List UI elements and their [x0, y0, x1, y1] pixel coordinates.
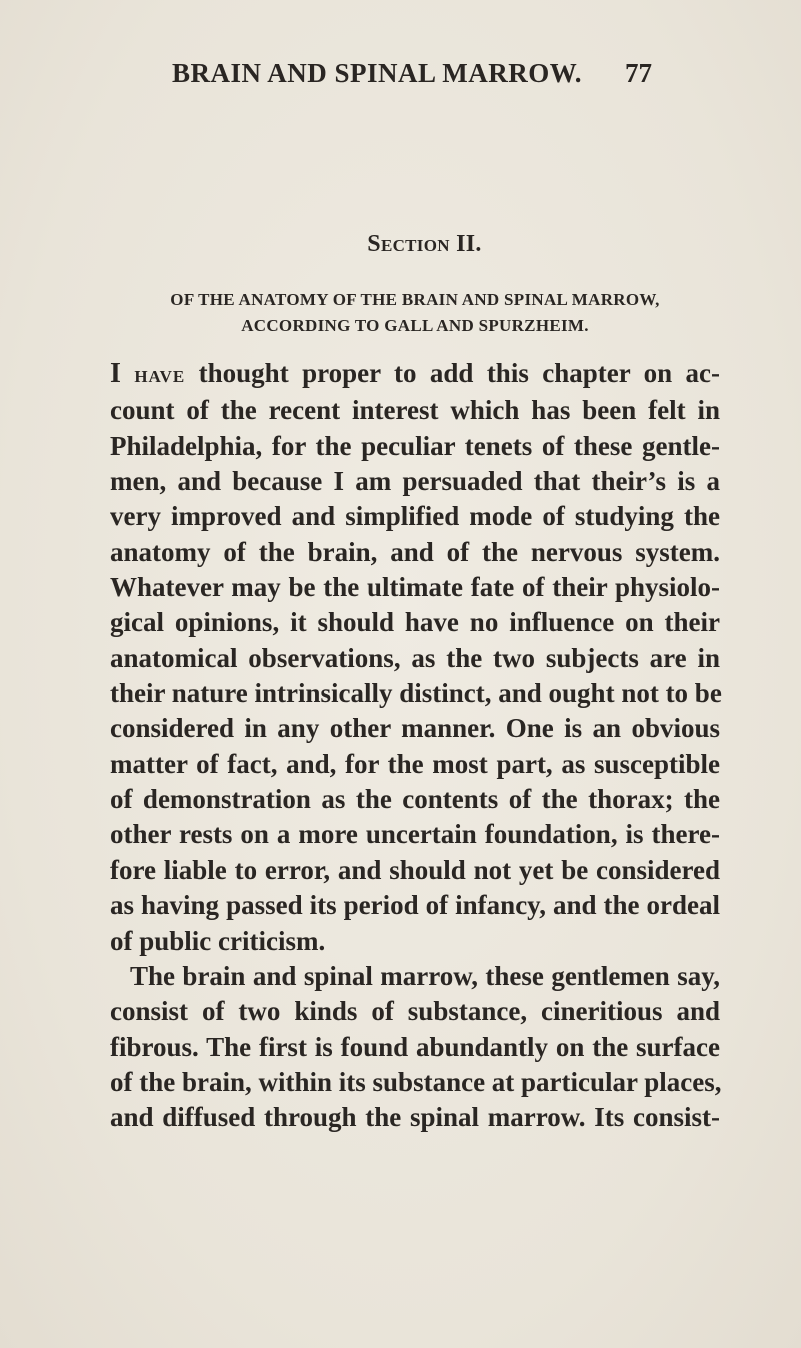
paragraph-line: Philadelphia, for the peculiar tenets of these gentle-	[110, 430, 720, 461]
running-head	[172, 58, 652, 98]
body-text	[110, 356, 720, 1136]
chapter-title	[110, 287, 720, 339]
paragraph-line: of demonstration as the contents of the thorax; the	[110, 784, 720, 815]
chapter-title-line-2: ACCORDING TO GALL AND SPURZHEIM.	[241, 316, 589, 335]
paragraph-line: and diffused through the spinal marrow. Its consist-	[110, 1102, 720, 1133]
paragraph-line: their nature intrinsically distinct, and ought not to be	[110, 678, 722, 709]
paragraph-line: anatomical observations, as the two subjects are in	[110, 642, 720, 673]
paragraph-line: of public criticism.	[110, 925, 326, 956]
paragraph-line: fibrous. The first is found abundantly on the surface	[110, 1031, 720, 1062]
paragraph-line: consist of two kinds of substance, cineritious and	[110, 996, 720, 1027]
page-number: 77	[625, 58, 652, 88]
paragraph-line: gical opinions, it should have no influence on their	[110, 607, 720, 638]
running-title: BRAIN AND SPINAL MARROW.	[172, 58, 583, 88]
paragraph-line: men, and because I am persuaded that their’s is a	[110, 466, 720, 497]
paragraph-2	[110, 959, 720, 1136]
initial-letter: I	[110, 358, 121, 389]
paragraph-line: other rests on a more uncertain foundation, is there-	[110, 819, 720, 850]
paragraph-line: matter of fact, and, for the most part, as susceptible	[110, 748, 720, 779]
paragraph-line: of the brain, within its substance at particular places,	[110, 1066, 722, 1097]
paragraph-line	[110, 356, 720, 393]
paragraph-line: anatomy of the brain, and of the nervous system.	[110, 536, 720, 567]
paragraph-line: count of the recent interest which has been felt in	[110, 395, 720, 426]
paragraph-line: Whatever may be the ultimate fate of their physiolo-	[110, 572, 720, 603]
paragraph-1	[110, 356, 720, 959]
chapter-title-line-1: OF THE ANATOMY OF THE BRAIN AND SPINAL MARROW,	[170, 290, 660, 309]
section-heading: Section II.	[367, 231, 482, 257]
paragraph-line: very improved and simplified mode of studying the	[110, 501, 720, 532]
first-line-text: thought proper to add this chapter on ac-	[198, 358, 721, 388]
opening-word: have	[134, 362, 186, 388]
paragraph-line: The brain and spinal marrow, these gentlemen say,	[130, 960, 720, 991]
paragraph-line: fore liable to error, and should not yet be considered	[110, 854, 720, 885]
paragraph-line: as having passed its period of infancy, and the ordeal	[110, 890, 720, 921]
paragraph-line: considered in any other manner. One is an obvious	[110, 713, 720, 744]
